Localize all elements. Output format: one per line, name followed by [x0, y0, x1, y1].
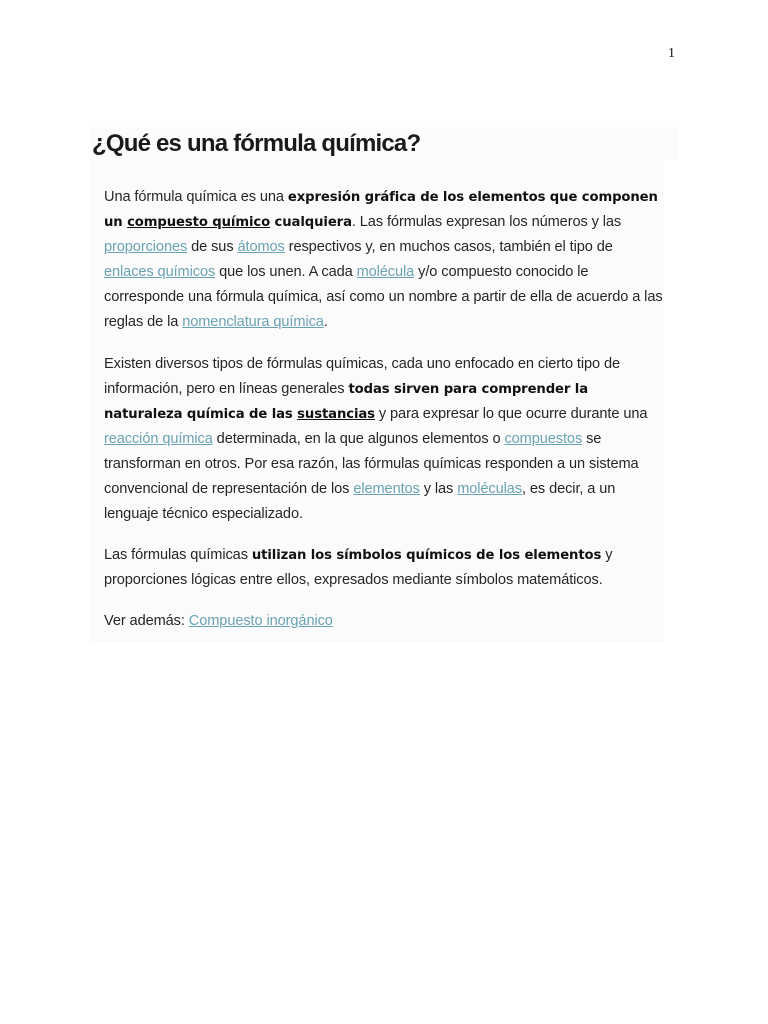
text: y/o compuesto conocido le corresponde una fórmula química, así como un nombre a partir de ella de acuerdo a las reglas de la: [104, 264, 663, 331]
link-reaccion-quimica[interactable]: reacción química: [104, 430, 213, 447]
paragraph-types: [104, 352, 664, 528]
text: respectivos y, en muchos casos, también el tipo de: [284, 239, 613, 256]
text: se transforman en otros. Por esa razón, las fórmulas químicas responden a un sistema convencional de representación de los: [104, 430, 639, 498]
link-compuestos[interactable]: compuestos: [504, 430, 583, 447]
paragraph-symbols: [104, 543, 664, 593]
paragraph-definition: [104, 185, 664, 336]
link-compuesto-inorganico[interactable]: Compuesto inorgánico: [188, 613, 333, 630]
paragraph-see-also: [104, 609, 664, 634]
link-proporciones[interactable]: proporciones: [104, 239, 188, 256]
text: Las fórmulas químicas: [104, 547, 252, 564]
bold-text: cualquiera: [270, 215, 352, 231]
bold-text: utilizan los símbolos químicos de los elementos: [251, 548, 602, 564]
text: .: [323, 314, 328, 331]
text: de sus: [187, 239, 238, 256]
text: y para expresar lo que ocurre durante una: [374, 405, 648, 422]
link-nomenclatura-quimica[interactable]: nomenclatura química: [182, 314, 324, 331]
link-molecula[interactable]: molécula: [356, 264, 415, 281]
text: que los unen. A cada: [215, 264, 357, 281]
page-number: 1: [668, 46, 675, 61]
link-enlaces-quimicos[interactable]: enlaces químicos: [104, 264, 216, 281]
text: , es decir, a un lenguaje técnico especializado.: [104, 481, 616, 523]
link-elementos[interactable]: elementos: [353, 481, 420, 498]
text: . Las fórmulas expresan los números y las: [351, 214, 622, 231]
text: y proporciones lógicas entre ellos, expresados mediante símbolos matemáticos.: [104, 547, 613, 589]
bold-underlined-text: compuesto químico: [127, 215, 271, 231]
text: Ver además:: [104, 613, 189, 630]
text: Una fórmula química es una: [104, 189, 288, 205]
page-title: ¿Qué es una fórmula química?: [92, 130, 421, 157]
link-moleculas[interactable]: moléculas: [457, 481, 522, 498]
bold-text: todas sirven para comprender la naturaleza química de las: [104, 381, 589, 422]
text: determinada, en la que algunos elementos o: [212, 430, 505, 447]
text: Existen diversos tipos de fórmulas químicas, cada uno enfocado en cierto tipo de información, pero en líneas generales: [104, 355, 621, 397]
text: y las: [419, 481, 458, 498]
bold-underlined-text: sustancias: [297, 406, 375, 422]
bold-text: expresión gráfica de los elementos que componen un: [104, 190, 658, 231]
link-atomos[interactable]: átomos: [237, 239, 285, 256]
article-body: [90, 160, 664, 642]
